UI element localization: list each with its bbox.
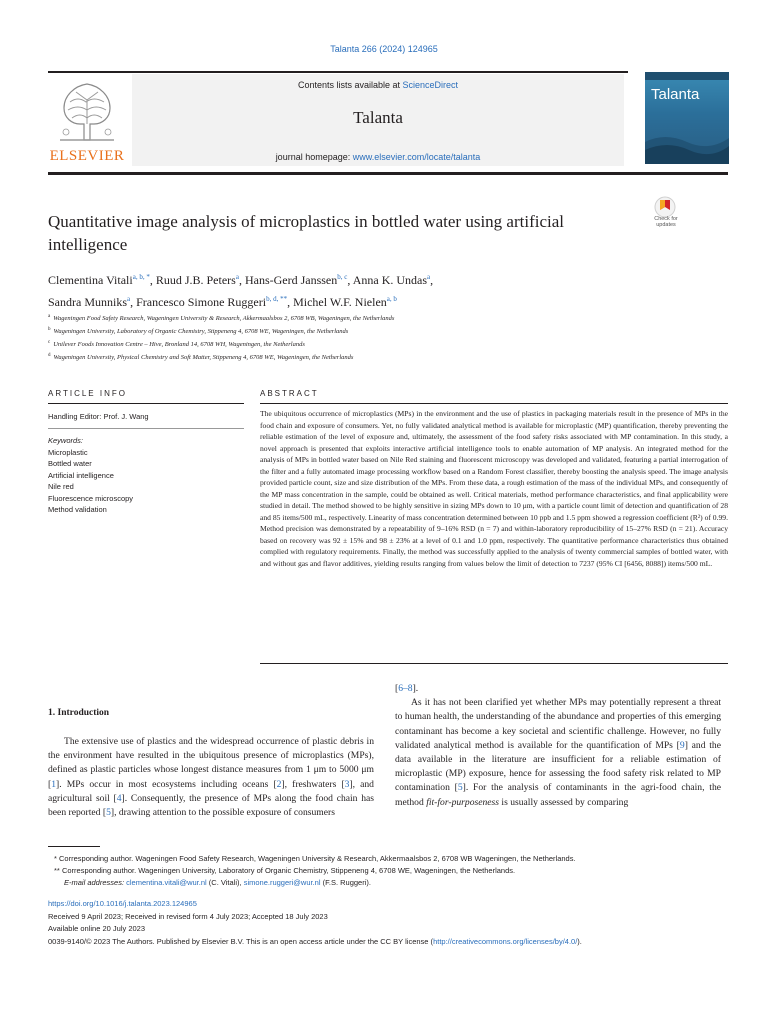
journal-name: Talanta xyxy=(353,108,403,127)
sciencedirect-link[interactable]: ScienceDirect xyxy=(402,80,459,90)
contents-line xyxy=(132,80,624,90)
affiliation-text: Unilever Foods Innovation Centre – Hive, Bronland 14, 6708 WH, Wageningen, the Netherlands xyxy=(53,341,305,349)
paragraph-text: ] and the data available in the literature are insufficient for a reliable estimation of microplastic (MP) exposure, hence for assessing the food safety risk related to MP contamination [ xyxy=(395,739,721,794)
affiliation-text: Wageningen University, Laboratory of Organic Chemistry, Stippeneng 4, 6708 WE, Wageningen, the Netherlands xyxy=(53,328,349,336)
keyword-item: Fluorescence microscopy xyxy=(48,493,134,503)
author-name[interactable]: Ruud J.B. Peters xyxy=(155,273,236,287)
footnote-text-1: Corresponding author. Wageningen Food Safety Research, Wageningen University & Research, Akkermaalsbos 2, 6708 WB Wageningen, the Netherlands. xyxy=(59,854,576,863)
reference-link[interactable]: 1 xyxy=(51,778,56,790)
footnote-mark-2: ** xyxy=(54,866,60,875)
paragraph-text: ]. xyxy=(412,683,419,694)
article-title: Quantitative image analysis of microplastics in bottled water using artificial intelligence xyxy=(48,212,564,254)
elsevier-tree-icon xyxy=(56,78,118,144)
paragraph-text: ]. MPs occur in most ecosystems including oceans [ xyxy=(56,778,277,790)
keyword-item: Method validation xyxy=(48,505,107,514)
author-separator: , xyxy=(130,295,137,309)
abstract-heading: ABSTRACT xyxy=(260,389,319,398)
affiliation-item xyxy=(48,337,728,350)
affiliation-text: Wageningen University, Physical Chemistry and Soft Matter, Stippeneng 4, 6708 WE, Wageningen, the Netherlands xyxy=(53,354,354,362)
reference-link[interactable]: 4 xyxy=(116,792,122,804)
affiliation-mark: b xyxy=(48,327,51,333)
footnote-corresponding-1 xyxy=(48,853,738,865)
available-online-date: Available online 20 July 2023 xyxy=(48,924,146,933)
footnotes xyxy=(48,853,738,889)
header-bottom-rule xyxy=(48,172,728,175)
journal-header-box xyxy=(132,74,624,166)
author-name[interactable]: Francesco Simone Ruggeri xyxy=(136,295,267,309)
license-statement xyxy=(48,936,748,949)
footnote-mark-1: * xyxy=(54,854,57,863)
abstract-rule xyxy=(260,403,728,404)
author-affiliation-marks[interactable]: a, b xyxy=(386,295,397,303)
journal-cover-image xyxy=(645,72,729,164)
paragraph-text: As it has not been clarified yet whether MPs may potentially represent a threat to human health, the understanding of the abundance and properties of this emerging contaminant has become a key societal and scientific challenge. However, no fully validated analytical method is available for the quantification of MPs [ xyxy=(395,697,721,751)
author-affiliation-marks[interactable]: a, b, * xyxy=(132,273,150,281)
paragraph-text: ], and agricultural soil [ xyxy=(48,778,374,804)
publication-info xyxy=(48,898,748,948)
footnote-corresponding-2 xyxy=(48,865,738,877)
keyword-item: Nile red xyxy=(48,482,74,491)
affiliation-item xyxy=(48,324,728,337)
section-title-introduction: 1. Introduction xyxy=(48,708,110,718)
doi-link[interactable]: https://doi.org/10.1016/j.talanta.2023.124965 xyxy=(48,899,197,908)
intro-paragraph-2 xyxy=(395,696,721,810)
reference-link[interactable]: 5 xyxy=(457,782,463,794)
author-list xyxy=(48,268,688,312)
affiliation-item xyxy=(48,311,728,324)
license-prefix: 0039-9140/© 2023 The Authors. Published by Elsevier B.V. This is an open access article under the CC BY license ( xyxy=(48,936,434,946)
affiliation-mark: d xyxy=(48,353,51,359)
affiliation-mark: c xyxy=(48,340,51,346)
author-name[interactable]: Michel W.F. Nielen xyxy=(293,295,387,309)
reference-link[interactable]: 2 xyxy=(276,778,282,790)
check-for-updates-badge[interactable] xyxy=(646,196,686,236)
check-updates-label: Check for updates xyxy=(654,216,678,228)
received-dates: Received 9 April 2023; Received in revised form 4 July 2023; Accepted 18 July 2023 xyxy=(48,911,328,921)
body-right-column xyxy=(395,682,721,810)
footnote-emails xyxy=(48,877,738,889)
author-name[interactable]: Hans-Gerd Janssen xyxy=(244,273,338,287)
elsevier-wordmark: ELSEVIER xyxy=(49,148,125,164)
cover-wave-graphic xyxy=(645,124,729,164)
paragraph-text: The extensive use of plastics and the widespread occurrence of plastic debris in the environment have resulted in the ubiquitous presence of microplastics (MPs), defined as plastic particles whose longest distance measures from 1 μm to 5000 μm [ xyxy=(48,736,374,790)
handling-editor: Handling Editor: Prof. J. Wang xyxy=(48,412,149,421)
affiliation-mark: a xyxy=(48,314,51,319)
email-owner-vitali: (C. Vitali), xyxy=(208,878,242,887)
keyword-item: Artificial intelligence xyxy=(48,470,114,480)
check-updates-icon xyxy=(654,196,676,218)
paragraph-text: ]. Consequently, the presence of MPs along the food chain has been reported [ xyxy=(48,792,374,819)
author-separator: , xyxy=(347,273,353,287)
homepage-line xyxy=(132,152,624,162)
keyword-item: Microplastic xyxy=(48,447,88,457)
handling-editor-rule xyxy=(48,428,244,429)
author-separator: , xyxy=(238,273,245,287)
affiliation-list xyxy=(48,311,728,364)
email-link-ruggeri[interactable]: simone.ruggeri@wur.nl xyxy=(243,878,321,887)
footnote-rule xyxy=(48,846,100,847)
article-info-heading: ARTICLE INFO xyxy=(48,389,127,398)
intro-paragraph-1-continuation xyxy=(395,682,721,696)
keywords-block xyxy=(48,435,244,516)
affiliation-item xyxy=(48,350,728,363)
contents-prefix: Contents lists available at xyxy=(297,80,403,90)
author-separator: , xyxy=(430,273,434,287)
author-affiliation-marks[interactable]: a xyxy=(235,273,239,281)
author-name[interactable]: Anna K. Undas xyxy=(352,273,428,287)
keywords-list xyxy=(48,447,244,516)
affiliation-text: Wageningen Food Safety Research, Wageningen University & Research, Akkermaalsbos 2, 6708 WB, Wageningen, the Netherlands xyxy=(53,315,395,323)
author-separator: , xyxy=(287,295,294,309)
keywords-title: Keywords: xyxy=(48,436,84,445)
author-affiliation-marks[interactable]: a xyxy=(127,295,131,303)
paragraph-text: ]. For the analysis of contaminants in the agri-food chain, the method xyxy=(395,782,722,808)
reference-link[interactable]: 6–8 xyxy=(398,683,413,694)
journal-homepage-link[interactable]: www.elsevier.com/locate/talanta xyxy=(352,152,481,162)
elsevier-logo xyxy=(48,78,126,166)
reference-link[interactable]: 5 xyxy=(106,807,111,819)
article-info-rule xyxy=(48,403,244,404)
abstract-text: The ubiquitous occurrence of microplastics (MPs) in the environment and the use of plastics in packaging materials result in the presence of MPs in the food chain and exposure of consumers. Yet, no fully validated analytical method is available for microplastic (MP) quantification, thereby preventing the reliable estimation of the level of exposure and, ultimately, the assessment of the food safety risks associated with MP contamination. In this study, a novel approach is presented that exploits interactive artificial intelligence tools to enable automation of MP analysis. An integrated method for the analysis of MPs in bottled water based on Nile Red staining and fluorescent microscopy was developed and validated, featuring a partial interrogation of the filter and a fully automated image processing workflow based on a Random Forest classifier, thereby boosting the analysis speed. The image analysis provided particle count, size and size distribution of the MPs. From these data, a rough estimation of the mass of the individual MPs, and consequently of the MP mass concentration in the sample, could be obtained as well. Critical materials, method performance characteristics, and final applicability were studied in detail. The method showed to be highly sensitive in sizing MPs down to 10 μm, with a particle count limit of detection and quantification of 28 and 85 items/500 mL, respectively. Linearity of mass concentration determined between 10 ppb and 1.5 ppm showed a regression coefficient (R²) of 0.99. Method precision was demonstrated by a repeatability of 9–16% RSD (n = 7) and within-laboratory reproducibility of 15–27% RSD (n = 21). Accuracy based on recovery was 92 ± 15% and 98 ± 23% at a level of 0.1 and 1.0 ppm, respectively. The quantitative performance characteristics thus obtained complied with regulatory requirements. Finally, the method was successfully applied to the analysis of twenty commercial samples of bottled water, with and without gas and flavor additives, yielding results ranging from values below the limit of detection to 7237 (95% CI [6456, 8088]) items/500 mL. xyxy=(260,409,728,568)
footnote-text-2: Corresponding author. Wageningen University, Laboratory of Organic Chemistry, Stippeneng 4, 6708 WE, Wageningen, the Netherlands. xyxy=(61,866,516,875)
paragraph-text: is usually assessed by comparing xyxy=(499,796,629,808)
cover-strip xyxy=(645,72,729,80)
paragraph-text: [ xyxy=(395,683,399,694)
reference-link[interactable]: 9 xyxy=(679,739,685,751)
email-link-vitali[interactable]: clementina.vitali@wur.nl xyxy=(126,878,207,887)
author-name[interactable]: Sandra Munniks xyxy=(48,295,127,309)
intro-paragraph-1 xyxy=(48,735,374,820)
email-label: E-mail addresses: xyxy=(64,878,125,887)
author-affiliation-marks[interactable]: a xyxy=(427,273,431,281)
abstract-bottom-rule xyxy=(260,663,728,664)
license-link[interactable]: http://creativecommons.org/licenses/by/4.0/ xyxy=(433,936,578,946)
author-name[interactable]: Clementina Vitali xyxy=(48,273,133,287)
body-left-column xyxy=(48,735,374,820)
cover-title: Talanta xyxy=(651,86,700,103)
header-top-rule xyxy=(48,71,628,73)
paragraph-text: ], drawing attention to the possible exposure of consumers xyxy=(110,807,335,819)
author-affiliation-marks[interactable]: b, c xyxy=(337,273,348,281)
author-affiliation-marks[interactable]: b, d, ** xyxy=(266,295,288,303)
emphasis-text: fit-for-purposeness xyxy=(426,796,500,808)
paragraph-text: ], freshwaters [ xyxy=(281,778,345,790)
author-separator: , xyxy=(149,273,156,287)
license-suffix: ). xyxy=(577,936,582,946)
keyword-item: Bottled water xyxy=(48,459,92,468)
journal-citation[interactable]: Talanta 266 (2024) 124965 xyxy=(330,44,438,54)
email-owner-ruggeri: (F.S. Ruggeri). xyxy=(322,878,371,887)
reference-link[interactable]: 3 xyxy=(344,778,350,790)
homepage-prefix: journal homepage: xyxy=(275,152,353,162)
